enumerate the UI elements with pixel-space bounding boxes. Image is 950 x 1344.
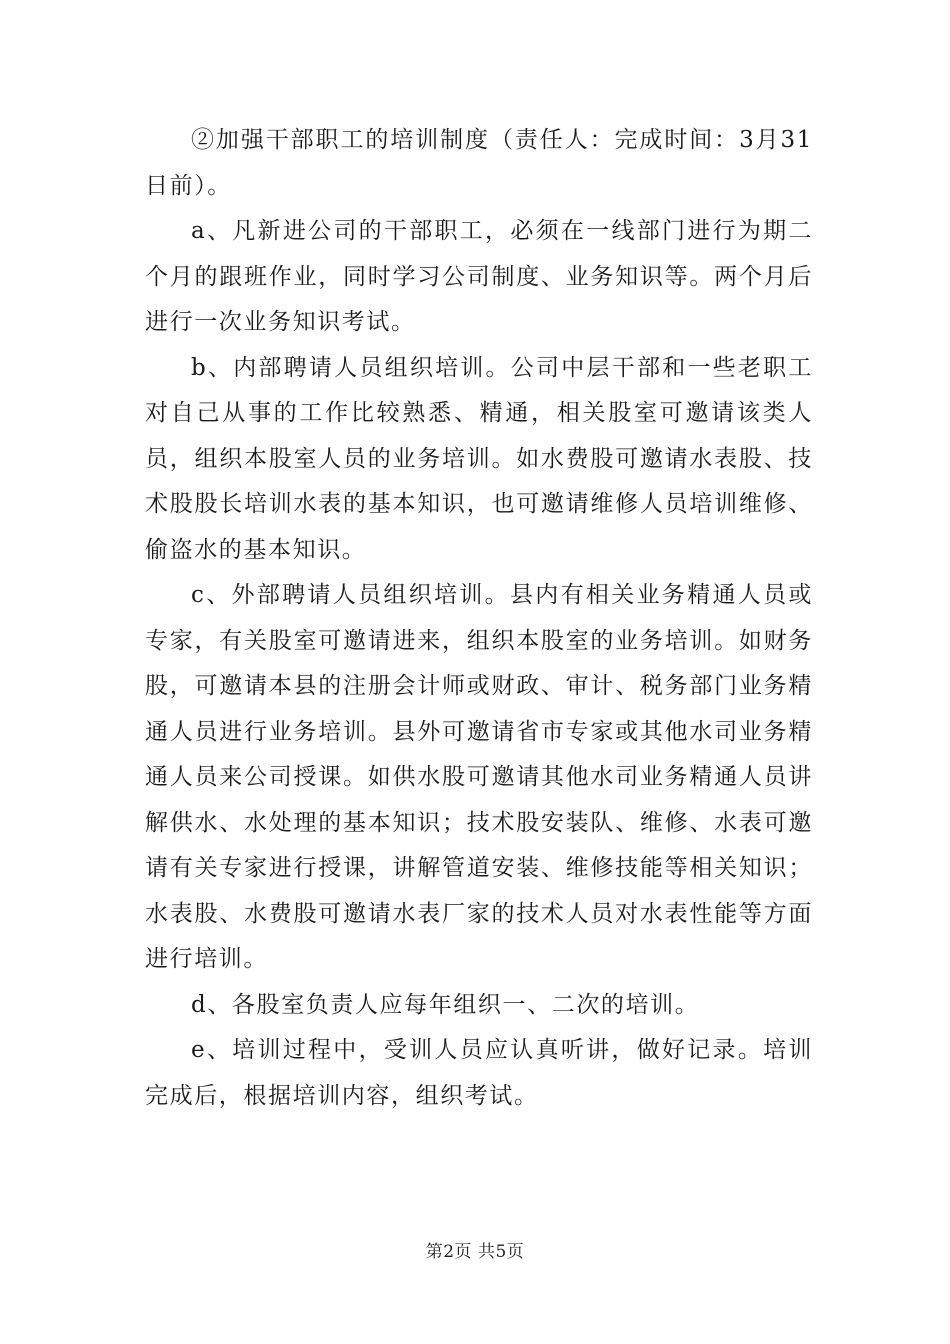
paragraph-item-e: e、培训过程中，受训人员应认真听讲，做好记录。培训完成后，根据培训内容，组织考试。 <box>145 1037 813 1109</box>
paragraph-training-system: ②加强干部职工的培训制度（责任人：完成时间：3月31日前）。 <box>145 127 813 199</box>
page-number-footer: 第2页 共5页 <box>425 1242 525 1262</box>
paragraph-item-d: d、各股室负责人应每年组织一、二次的培训。 <box>191 991 700 1018</box>
paragraph-item-a: a、凡新进公司的干部职工，必须在一线部门进行为期二个月的跟班作业，同时学习公司制度、业务知识等。两个月后进行一次业务知识考试。 <box>145 218 813 335</box>
paragraph-item-c: c、外部聘请人员组织培训。县内有相关业务精通人员或专家，有关股室可邀请进来，组织本股室的业务培训。如财务股，可邀请本县的注册会计师或财政、审计、税务部门业务精通人员进行业务培训。县外可邀请省市专家或其他水司业务精通人员来公司授课。如供水股可邀请其他水司业务精通人员讲解供水、水处理的基本知识；技术股安装队、维修、水表可邀请有关专家进行授课，讲解管道安装、维修技能等相关知识；水表股、水费股可邀请水表厂家的技术人员对水表性能等方面进行培训。 <box>145 582 813 972</box>
document-body <box>145 118 813 1119</box>
paragraph-item-b: b、内部聘请人员组织培训。公司中层干部和一些老职工对自己从事的工作比较熟悉、精通，相关股室可邀请该类人员，组织本股室人员的业务培训。如水费股可邀请水表股、技术股股长培训水表的基本知识，也可邀请维修人员培训维修、偷盗水的基本知识。 <box>145 354 813 563</box>
